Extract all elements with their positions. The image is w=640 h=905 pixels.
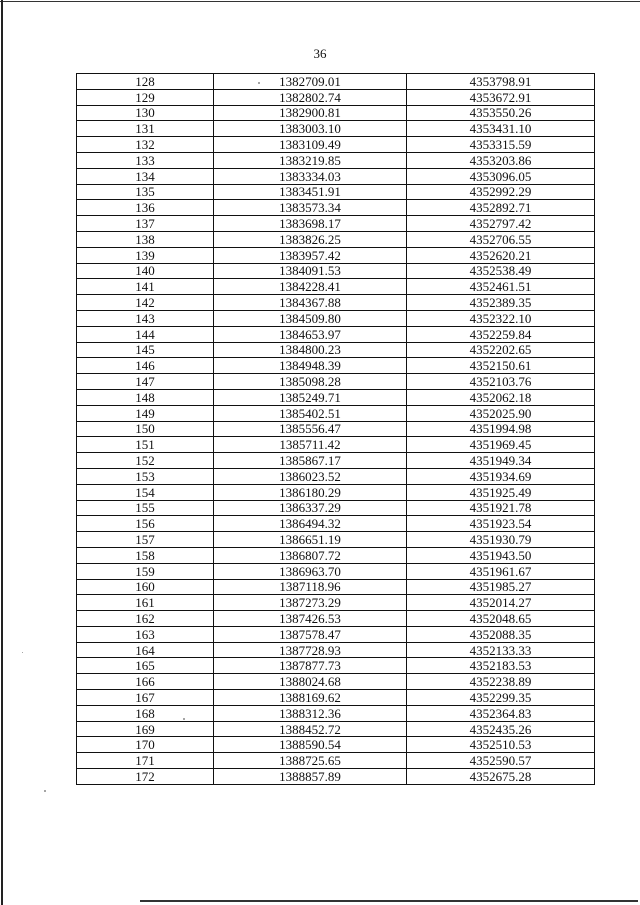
y-coordinate-cell: 4352510.53: [407, 737, 595, 753]
y-coordinate-cell: 4352259.84: [407, 326, 595, 342]
y-coordinate-cell: 4352797.42: [407, 216, 595, 232]
table-row: [77, 74, 595, 90]
x-coordinate-cell: 1385867.17: [214, 453, 407, 469]
x-coordinate-cell: 1384800.23: [214, 342, 407, 358]
table-row: [77, 105, 595, 121]
x-coordinate-cell: 1384509.80: [214, 310, 407, 326]
point-number-cell: 132: [77, 137, 214, 153]
point-number-cell: 155: [77, 500, 214, 516]
y-coordinate-cell: 4352538.49: [407, 263, 595, 279]
point-number-cell: 140: [77, 263, 214, 279]
y-coordinate-cell: 4353798.91: [407, 74, 595, 90]
y-coordinate-cell: 4351925.49: [407, 484, 595, 500]
x-coordinate-cell: 1385402.51: [214, 405, 407, 421]
point-number-cell: 150: [77, 421, 214, 437]
x-coordinate-cell: 1386963.70: [214, 563, 407, 579]
point-number-cell: 144: [77, 326, 214, 342]
table-row: [77, 579, 595, 595]
y-coordinate-cell: 4352014.27: [407, 595, 595, 611]
x-coordinate-cell: 1383334.03: [214, 168, 407, 184]
x-coordinate-cell: 1387578.47: [214, 626, 407, 642]
table-row: [77, 342, 595, 358]
point-number-cell: 130: [77, 105, 214, 121]
y-coordinate-cell: 4352892.71: [407, 200, 595, 216]
x-coordinate-cell: 1384367.88: [214, 295, 407, 311]
table-row: [77, 389, 595, 405]
x-coordinate-cell: 1386337.29: [214, 500, 407, 516]
point-number-cell: 141: [77, 279, 214, 295]
y-coordinate-cell: 4352389.35: [407, 295, 595, 311]
point-number-cell: 143: [77, 310, 214, 326]
table-row: [77, 295, 595, 311]
x-coordinate-cell: 1386651.19: [214, 532, 407, 548]
y-coordinate-cell: 4352183.53: [407, 658, 595, 674]
y-coordinate-cell: 4351934.69: [407, 468, 595, 484]
table-row: [77, 532, 595, 548]
y-coordinate-cell: 4351969.45: [407, 437, 595, 453]
y-coordinate-cell: 4352150.61: [407, 358, 595, 374]
point-number-cell: 139: [77, 247, 214, 263]
y-coordinate-cell: 4352238.89: [407, 674, 595, 690]
point-number-cell: 148: [77, 389, 214, 405]
table-row: [77, 247, 595, 263]
y-coordinate-cell: 4352062.18: [407, 389, 595, 405]
x-coordinate-cell: 1386807.72: [214, 547, 407, 563]
table-row: [77, 642, 595, 658]
point-number-cell: 169: [77, 721, 214, 737]
y-coordinate-cell: 4351985.27: [407, 579, 595, 595]
point-number-cell: 161: [77, 595, 214, 611]
table-row: [77, 611, 595, 627]
x-coordinate-cell: 1383957.42: [214, 247, 407, 263]
y-coordinate-cell: 4353315.59: [407, 137, 595, 153]
y-coordinate-cell: 4352590.57: [407, 753, 595, 769]
x-coordinate-cell: 1387877.73: [214, 658, 407, 674]
y-coordinate-cell: 4352435.26: [407, 721, 595, 737]
table-row: [77, 326, 595, 342]
x-coordinate-cell: 1383003.10: [214, 121, 407, 137]
point-number-cell: 162: [77, 611, 214, 627]
table-row: [77, 516, 595, 532]
point-number-cell: 167: [77, 690, 214, 706]
table-row: [77, 374, 595, 390]
x-coordinate-cell: 1384091.53: [214, 263, 407, 279]
table-row: [77, 263, 595, 279]
table-row: [77, 705, 595, 721]
x-coordinate-cell: 1387426.53: [214, 611, 407, 627]
point-number-cell: 158: [77, 547, 214, 563]
x-coordinate-cell: 1386494.32: [214, 516, 407, 532]
y-coordinate-cell: 4351923.54: [407, 516, 595, 532]
table-row: [77, 547, 595, 563]
x-coordinate-cell: 1385556.47: [214, 421, 407, 437]
table-row: [77, 137, 595, 153]
x-coordinate-cell: 1382709.01: [214, 74, 407, 90]
x-coordinate-cell: 1387118.96: [214, 579, 407, 595]
table-row: [77, 658, 595, 674]
x-coordinate-cell: 1383109.49: [214, 137, 407, 153]
point-number-cell: 172: [77, 769, 214, 785]
y-coordinate-cell: 4352103.76: [407, 374, 595, 390]
point-number-cell: 149: [77, 405, 214, 421]
y-coordinate-cell: 4352133.33: [407, 642, 595, 658]
point-number-cell: 145: [77, 342, 214, 358]
table-row: [77, 200, 595, 216]
y-coordinate-cell: 4353431.10: [407, 121, 595, 137]
y-coordinate-cell: 4352299.35: [407, 690, 595, 706]
table-row: [77, 216, 595, 232]
y-coordinate-cell: 4351994.98: [407, 421, 595, 437]
point-number-cell: 166: [77, 674, 214, 690]
y-coordinate-cell: 4352025.90: [407, 405, 595, 421]
x-coordinate-cell: 1388312.36: [214, 705, 407, 721]
x-coordinate-cell: 1385711.42: [214, 437, 407, 453]
table-row: [77, 721, 595, 737]
x-coordinate-cell: 1387728.93: [214, 642, 407, 658]
table-row: [77, 310, 595, 326]
table-row: [77, 769, 595, 785]
point-number-cell: 136: [77, 200, 214, 216]
y-coordinate-cell: 4351930.79: [407, 532, 595, 548]
x-coordinate-cell: 1384653.97: [214, 326, 407, 342]
scan-speck: [183, 718, 185, 720]
table-row: [77, 468, 595, 484]
x-coordinate-cell: 1382802.74: [214, 89, 407, 105]
point-number-cell: 160: [77, 579, 214, 595]
point-number-cell: 157: [77, 532, 214, 548]
table-row: [77, 89, 595, 105]
y-coordinate-cell: 4351961.67: [407, 563, 595, 579]
x-coordinate-cell: 1388857.89: [214, 769, 407, 785]
y-coordinate-cell: 4352322.10: [407, 310, 595, 326]
table-row: [77, 168, 595, 184]
table-row: [77, 737, 595, 753]
table-row: [77, 595, 595, 611]
y-coordinate-cell: 4352706.55: [407, 231, 595, 247]
scan-speck: [258, 82, 260, 84]
point-number-cell: 147: [77, 374, 214, 390]
table-row: [77, 421, 595, 437]
y-coordinate-cell: 4352992.29: [407, 184, 595, 200]
point-number-cell: 137: [77, 216, 214, 232]
x-coordinate-cell: 1383219.85: [214, 152, 407, 168]
table-row: [77, 279, 595, 295]
x-coordinate-cell: 1383698.17: [214, 216, 407, 232]
table-row: [77, 358, 595, 374]
point-number-cell: 131: [77, 121, 214, 137]
point-number-cell: 154: [77, 484, 214, 500]
page-border-bottom: [140, 900, 638, 902]
coordinates-table-body: [77, 74, 595, 785]
x-coordinate-cell: 1384228.41: [214, 279, 407, 295]
table-row: [77, 405, 595, 421]
table-row: [77, 184, 595, 200]
x-coordinate-cell: 1385249.71: [214, 389, 407, 405]
table-row: [77, 121, 595, 137]
table-row: [77, 231, 595, 247]
point-number-cell: 151: [77, 437, 214, 453]
point-number-cell: 142: [77, 295, 214, 311]
table-row: [77, 453, 595, 469]
x-coordinate-cell: 1388169.62: [214, 690, 407, 706]
y-coordinate-cell: 4352364.83: [407, 705, 595, 721]
y-coordinate-cell: 4352048.65: [407, 611, 595, 627]
y-coordinate-cell: 4351921.78: [407, 500, 595, 516]
y-coordinate-cell: 4352202.65: [407, 342, 595, 358]
y-coordinate-cell: 4352675.28: [407, 769, 595, 785]
x-coordinate-cell: 1386023.52: [214, 468, 407, 484]
y-coordinate-cell: 4353550.26: [407, 105, 595, 121]
point-number-cell: 165: [77, 658, 214, 674]
y-coordinate-cell: 4351943.50: [407, 547, 595, 563]
x-coordinate-cell: 1385098.28: [214, 374, 407, 390]
point-number-cell: 152: [77, 453, 214, 469]
point-number-cell: 171: [77, 753, 214, 769]
y-coordinate-cell: 4353672.91: [407, 89, 595, 105]
x-coordinate-cell: 1384948.39: [214, 358, 407, 374]
page-number: 36: [313, 46, 327, 61]
page-border-left: [1, 0, 3, 905]
table-row: [77, 626, 595, 642]
point-number-cell: 135: [77, 184, 214, 200]
x-coordinate-cell: 1382900.81: [214, 105, 407, 121]
point-number-cell: 153: [77, 468, 214, 484]
table-row: [77, 437, 595, 453]
x-coordinate-cell: 1388452.72: [214, 721, 407, 737]
table-row: [77, 484, 595, 500]
x-coordinate-cell: 1383451.91: [214, 184, 407, 200]
page-border-top: [0, 1, 640, 2]
scan-speck: [22, 652, 23, 653]
scan-speck: [44, 790, 46, 792]
y-coordinate-cell: 4352461.51: [407, 279, 595, 295]
x-coordinate-cell: 1388590.54: [214, 737, 407, 753]
point-number-cell: 128: [77, 74, 214, 90]
x-coordinate-cell: 1383573.34: [214, 200, 407, 216]
point-number-cell: 134: [77, 168, 214, 184]
table-row: [77, 500, 595, 516]
point-number-cell: 133: [77, 152, 214, 168]
y-coordinate-cell: 4351949.34: [407, 453, 595, 469]
point-number-cell: 138: [77, 231, 214, 247]
point-number-cell: 163: [77, 626, 214, 642]
y-coordinate-cell: 4353096.05: [407, 168, 595, 184]
x-coordinate-cell: 1386180.29: [214, 484, 407, 500]
coordinates-table: [76, 73, 595, 785]
point-number-cell: 129: [77, 89, 214, 105]
x-coordinate-cell: 1388024.68: [214, 674, 407, 690]
point-number-cell: 159: [77, 563, 214, 579]
x-coordinate-cell: 1387273.29: [214, 595, 407, 611]
point-number-cell: 164: [77, 642, 214, 658]
point-number-cell: 168: [77, 705, 214, 721]
y-coordinate-cell: 4353203.86: [407, 152, 595, 168]
table-row: [77, 674, 595, 690]
x-coordinate-cell: 1383826.25: [214, 231, 407, 247]
table-row: [77, 563, 595, 579]
x-coordinate-cell: 1388725.65: [214, 753, 407, 769]
point-number-cell: 146: [77, 358, 214, 374]
table-row: [77, 753, 595, 769]
y-coordinate-cell: 4352088.35: [407, 626, 595, 642]
point-number-cell: 156: [77, 516, 214, 532]
table-row: [77, 152, 595, 168]
point-number-cell: 170: [77, 737, 214, 753]
y-coordinate-cell: 4352620.21: [407, 247, 595, 263]
table-row: [77, 690, 595, 706]
